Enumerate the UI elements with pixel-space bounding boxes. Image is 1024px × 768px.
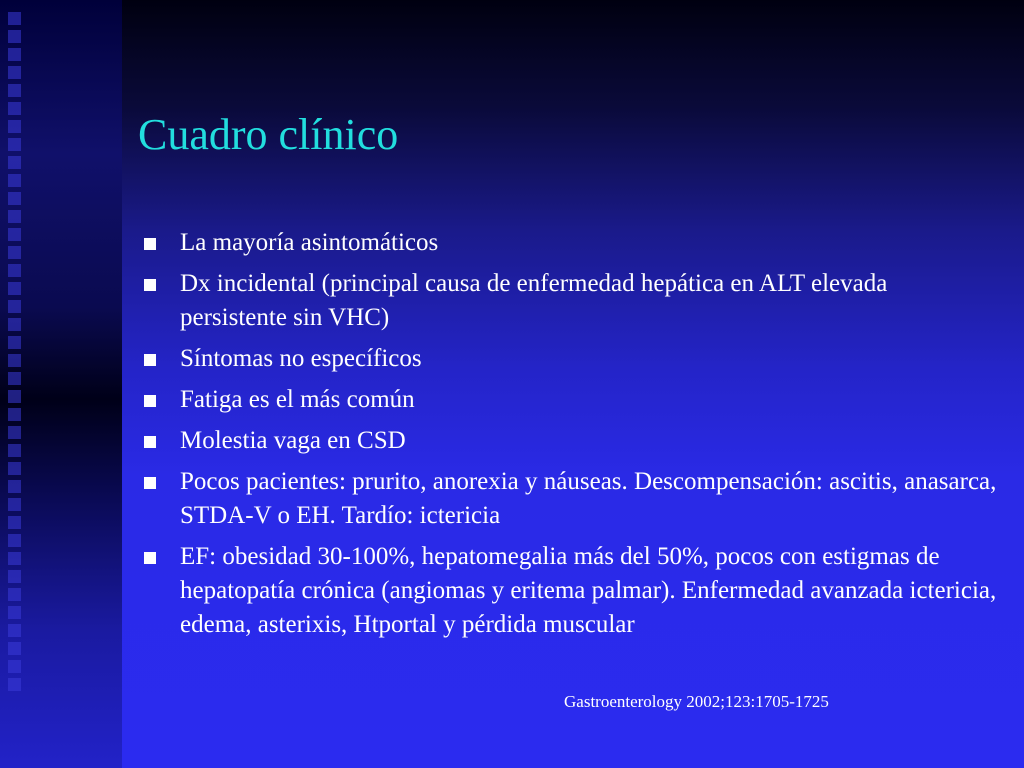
square-bullet-icon	[144, 279, 156, 291]
bullet-item	[140, 342, 1000, 376]
citation-reference: Gastroenterology 2002;123:1705-1725	[564, 692, 829, 711]
bullet-text: Síntomas no específicos	[180, 345, 422, 372]
bullet-text: EF: obesidad 30-100%, hepatomegalia más del 50%, pocos con estigmas de hepatopatía crónica (angiomas y eritema palmar). Enfermedad avanzada ictericia, edema, asterixis, Htportal y pérdida muscular	[180, 543, 997, 638]
bullet-item	[140, 226, 1000, 260]
decorative-squares	[8, 12, 26, 696]
bullet-item	[140, 383, 1000, 417]
square-bullet-icon	[144, 552, 156, 564]
bullet-list	[140, 226, 1000, 649]
bullet-text: Pocos pacientes: prurito, anorexia y náuseas. Descompensación: ascitis, anasarca, STDA-V o EH. Tardío: ictericia	[180, 468, 997, 529]
bullet-item	[140, 540, 1000, 642]
bullet-text: La mayoría asintomáticos	[180, 229, 439, 256]
bullet-item	[140, 267, 1000, 335]
square-bullet-icon	[144, 436, 156, 448]
square-bullet-icon	[144, 477, 156, 489]
square-bullet-icon	[144, 238, 156, 250]
slide-title: Cuadro clínico	[138, 110, 399, 159]
bullet-item	[140, 424, 1000, 458]
bullet-item	[140, 465, 1000, 533]
left-decorative-band	[0, 0, 122, 768]
bullet-text: Fatiga es el más común	[180, 386, 415, 413]
square-bullet-icon	[144, 354, 156, 366]
bullet-text: Molestia vaga en CSD	[180, 427, 406, 454]
square-bullet-icon	[144, 395, 156, 407]
bullet-text: Dx incidental (principal causa de enfermedad hepática en ALT elevada persistente sin VHC)	[180, 270, 888, 331]
